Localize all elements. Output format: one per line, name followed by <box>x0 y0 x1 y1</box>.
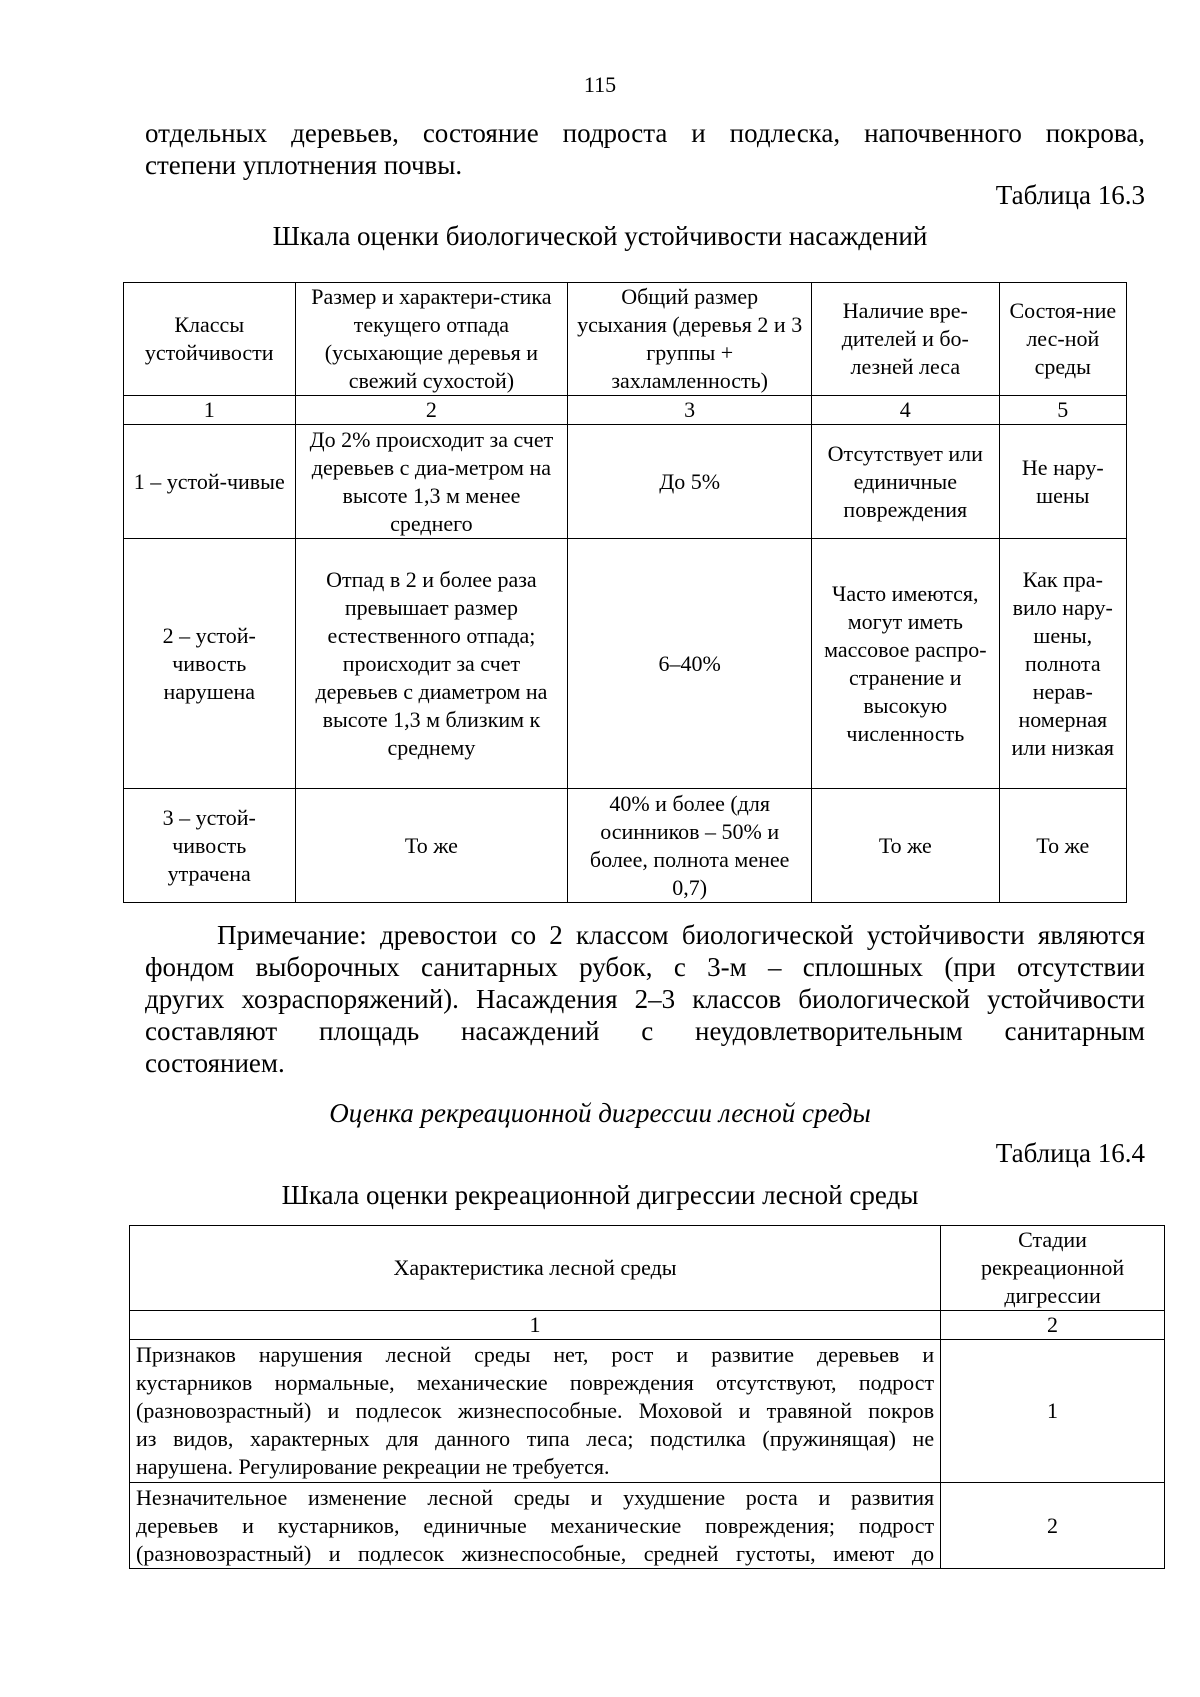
table-cell: То же <box>295 789 568 903</box>
description-line: из видов, характерных для данного типа леса; подстилка (пружинящая) не <box>136 1426 935 1451</box>
table-cell: 2 – устой-чивость нарушена <box>124 539 296 789</box>
table-cell: То же <box>812 789 1000 903</box>
description-line: Признаков нарушения лесной среды нет, рост и развитие деревьев и <box>136 1342 935 1367</box>
column-number-row <box>124 396 1127 425</box>
paragraph-line: состоянием. <box>145 1048 285 1078</box>
column-number: 2 <box>295 396 568 425</box>
stage-cell: 1 <box>941 1340 1165 1483</box>
description-line: кустарников нормальные, механические повреждения отсутствуют, подрост <box>136 1370 935 1395</box>
column-number: 4 <box>812 396 1000 425</box>
table-cell: До 5% <box>568 425 812 539</box>
table-cell: 40% и более (для осинников – 50% и более, полнота менее 0,7) <box>568 789 812 903</box>
column-number-row <box>130 1311 1165 1340</box>
recreation-table <box>129 1225 1165 1569</box>
paragraph-line: фондом выборочных санитарных рубок, с 3-м – сплошных (при отсутствии <box>145 952 1145 982</box>
table-header-row <box>130 1226 1165 1311</box>
column-header: Наличие вре-дителей и бо-лезней леса <box>812 283 1000 396</box>
table-cell: До 2% происходит за счет деревьев с диа-метром на высоте 1,3 м менее среднего <box>295 425 568 539</box>
description-line: Незначительное изменение лесной среды и ухудшение роста и развития <box>136 1484 935 1510</box>
table-cell: 1 – устой-чивые <box>124 425 296 539</box>
paragraph-line: других хозраспоряжений). Насаждения 2–3 классов биологической устойчивости <box>145 984 1145 1014</box>
description-cell <box>130 1483 941 1569</box>
description-cell <box>130 1340 941 1483</box>
column-header: Классы устойчивости <box>124 283 296 396</box>
description-line: нарушена. Регулирование рекреации не требуется. <box>136 1454 610 1479</box>
column-number: 1 <box>130 1311 941 1340</box>
column-number: 2 <box>941 1311 1165 1340</box>
table-cell: 6–40% <box>568 539 812 789</box>
column-number: 3 <box>568 396 812 425</box>
table-cell: 3 – устой-чивость утрачена <box>124 789 296 903</box>
column-header: Стадии рекреационной дигрессии <box>941 1226 1165 1311</box>
description-line: (разновозрастный) и подлесок жизнеспособные, средней густоты, имеют до <box>136 1540 935 1566</box>
column-header: Размер и характери-стика текущего отпада (усыхающие деревья и свежий сухостой) <box>295 283 568 396</box>
column-header: Состоя-ние лес-ной среды <box>999 283 1126 396</box>
description-line: деревьев и кустарников, единичные механические повреждения; подрост <box>136 1512 935 1538</box>
table-row <box>124 539 1127 789</box>
table-cell: Отпад в 2 и более раза превышает размер естественного отпада; происходит за счет деревьев с диаметром на высоте 1,3 м близким к среднему <box>295 539 568 789</box>
column-header: Характеристика лесной среды <box>130 1226 941 1311</box>
table-row <box>130 1483 1165 1569</box>
page-number: 115 <box>583 72 617 97</box>
column-number: 1 <box>124 396 296 425</box>
section-heading: Оценка рекреационной дигрессии лесной среды <box>329 1098 871 1128</box>
column-header: Общий размер усыхания (деревья 2 и 3 группы + захламленность) <box>568 283 812 396</box>
table-cell: То же <box>999 789 1126 903</box>
description-line: (разновозрастный) и подлесок жизнеспособные. Моховой и травяной покров <box>136 1398 935 1423</box>
table-cell: Как пра-вило нару-шены, полнота нерав-номерная или низкая <box>999 539 1126 789</box>
table-row <box>130 1340 1165 1483</box>
table-label: Таблица 16.4 <box>995 1138 1145 1168</box>
table-title: Шкала оценки биологической устойчивости насаждений <box>272 221 928 251</box>
table-cell: Часто имеются, могут иметь массовое распро-странение и высокую численность <box>812 539 1000 789</box>
paragraph-line: степени уплотнения почвы. <box>145 150 463 180</box>
stability-table <box>123 282 1127 903</box>
table-row <box>124 425 1127 539</box>
stage-cell: 2 <box>941 1483 1165 1569</box>
table-row <box>124 789 1127 903</box>
column-number: 5 <box>999 396 1126 425</box>
table-header-row <box>124 283 1127 396</box>
intro-paragraph <box>145 117 1145 181</box>
paragraph-line: Примечание: древостои со 2 классом биологической устойчивости являются <box>217 920 1145 950</box>
table-title: Шкала оценки рекреационной дигрессии лесной среды <box>281 1180 919 1210</box>
note-paragraph <box>145 919 1145 1079</box>
table-label: Таблица 16.3 <box>995 180 1145 210</box>
table-cell: Не нару-шены <box>999 425 1126 539</box>
paragraph-line: отдельных деревьев, состояние подроста и подлеска, напочвенного покрова, <box>145 118 1145 148</box>
table-cell: Отсутствует или единичные повреждения <box>812 425 1000 539</box>
paragraph-line: составляют площадь насаждений с неудовлетворительным санитарным <box>145 1016 1145 1046</box>
